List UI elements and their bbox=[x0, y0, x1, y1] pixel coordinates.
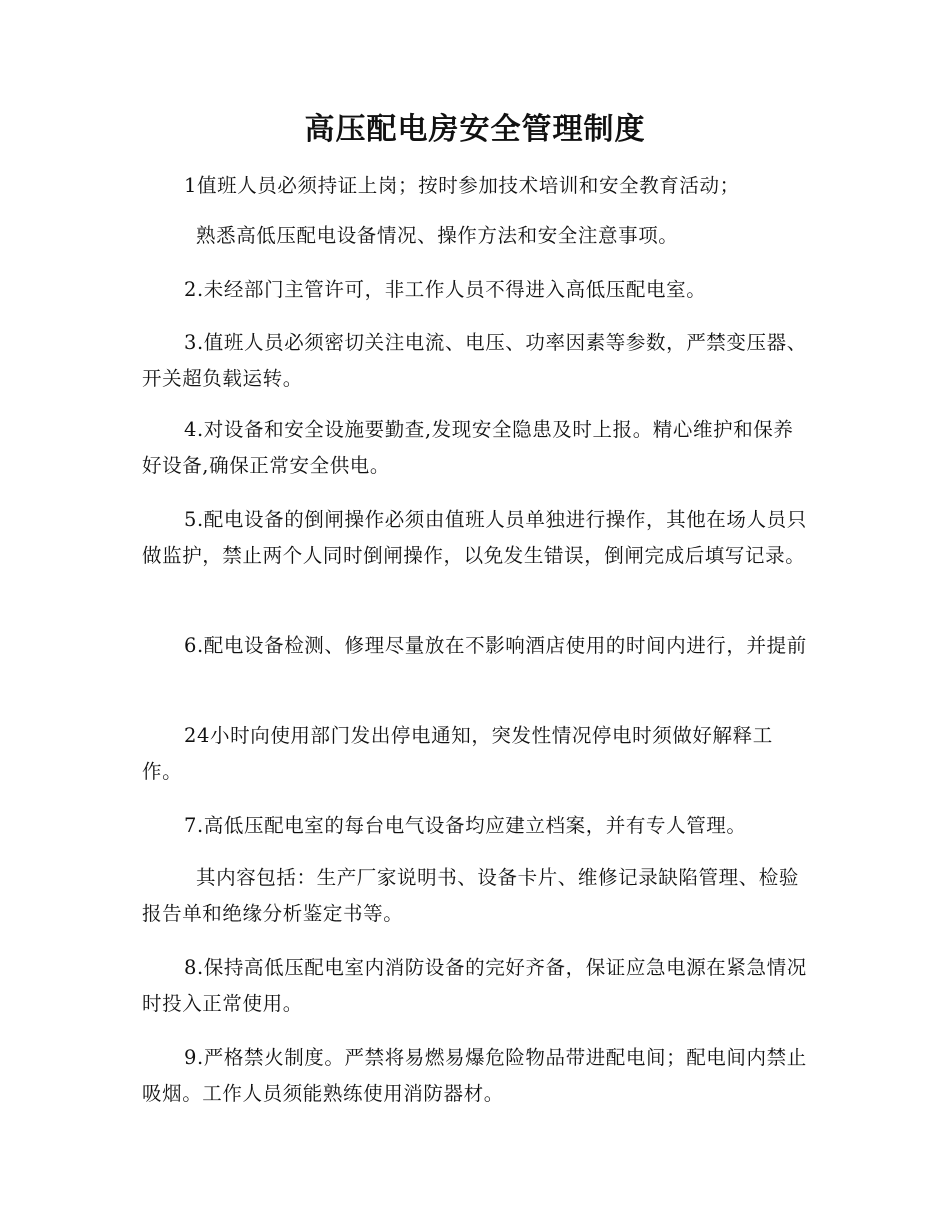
paragraph-6 bbox=[142, 502, 808, 574]
paragraph-text: 6.配电设备检测、修理尽量放在不影响酒店使用的时间内进行，并提前 bbox=[184, 634, 807, 657]
paragraph-text: 7.高低压配电室的每台电气设备均应建立档案，并有专人管理。 bbox=[184, 814, 747, 837]
paragraph-text: 24小时向使用部门发出停电通知，突发性情况停电时须做好解释工作。 bbox=[142, 724, 773, 783]
paragraph-10 bbox=[142, 860, 808, 932]
paragraph-11 bbox=[142, 950, 808, 1022]
paragraph-4 bbox=[142, 325, 808, 397]
document-title: 高压配电房安全管理制度 bbox=[304, 112, 646, 147]
paragraph-3 bbox=[142, 272, 808, 308]
paragraph-text: 4.对设备和安全设施要勤查,发现安全隐患及时上报。精心维护和保养好设备,确保正常安全供电。 bbox=[142, 418, 794, 477]
paragraph-text: 3.值班人员必须密切关注电流、电压、功率因素等参数，严禁变压器、开关超负载运转。 bbox=[142, 331, 807, 390]
paragraph-text: 5.配电设备的倒闸操作必须由值班人员单独进行操作，其他在场人员只做监护，禁止两个人同时倒闸操作，以免发生错误，倒闸完成后填写记录。 bbox=[142, 508, 807, 567]
paragraph-text: 其内容包括：生产厂家说明书、设备卡片、维修记录缺陷管理、检验报告单和绝缘分析鉴定书等。 bbox=[142, 866, 800, 925]
paragraph-text: 9.严格禁火制度。严禁将易燃易爆危险物品带进配电间；配电间内禁止吸烟。工作人员须能熟练使用消防器材。 bbox=[142, 1046, 807, 1105]
paragraph-text: 8.保持高低压配电室内消防设备的完好齐备，保证应急电源在紧急情况时投入正常使用。 bbox=[142, 956, 807, 1015]
paragraph-8 bbox=[142, 718, 808, 790]
paragraph-12 bbox=[142, 1040, 808, 1112]
paragraph-5 bbox=[142, 412, 808, 484]
paragraph-2 bbox=[142, 218, 808, 254]
paragraph-1 bbox=[142, 168, 808, 204]
paragraph-text: 2.未经部门主管许可，非工作人员不得进入高低压配电室。 bbox=[184, 278, 707, 301]
paragraph-9 bbox=[142, 808, 808, 844]
paragraph-7 bbox=[142, 628, 808, 664]
paragraph-text: 1值班人员必须持证上岗；按时参加技术培训和安全教育活动； bbox=[184, 174, 740, 197]
paragraph-text: 熟悉高低压配电设备情况、操作方法和安全注意事项。 bbox=[196, 224, 679, 247]
